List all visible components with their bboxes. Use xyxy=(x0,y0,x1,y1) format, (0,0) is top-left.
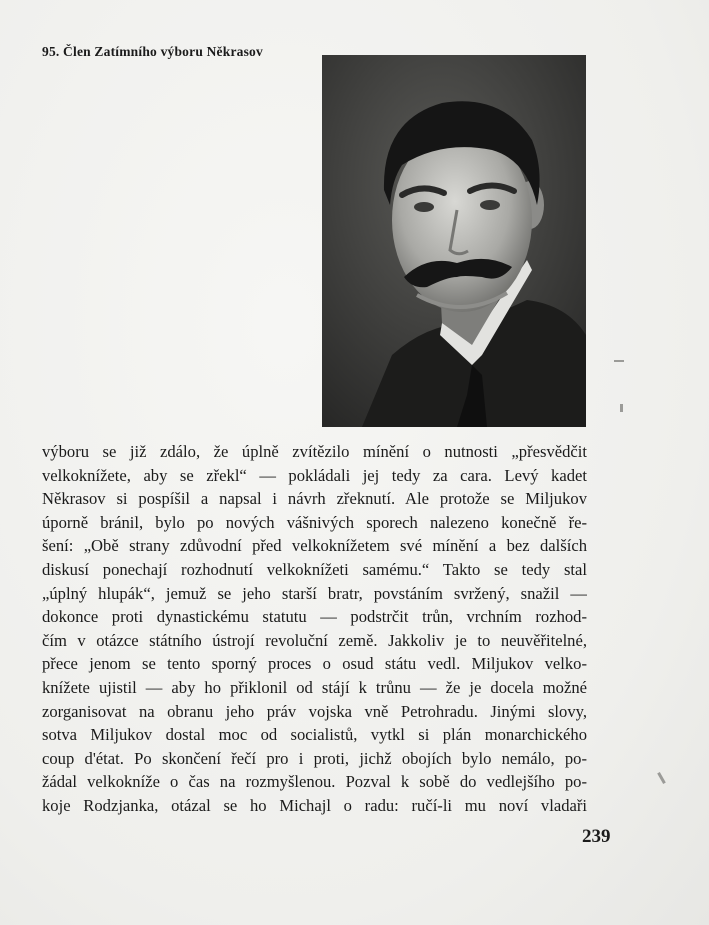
text-line: Někrasov si pospíšil a napsal i návrh zřeknutí. Ale protože se Miljukov xyxy=(42,489,587,509)
portrait-photo xyxy=(322,55,586,427)
text-line: diskusí ponechají rozhodnutí velkoknížeti samému.“ Takto se tedy stal xyxy=(42,559,587,579)
text-line: „úplný hlupák“, jemuž se jeho starší bratr, povstáním svržený, snažil — xyxy=(42,583,587,603)
figure-caption: 95. Člen Zatímního výboru Někrasov xyxy=(42,44,263,59)
page-number: 239 xyxy=(582,826,611,847)
text-line: přece jenom se tento sporný proces o osud státu vedl. Miljukov velko- xyxy=(42,654,587,674)
text-line: šení: „Obě strany zdůvodní před velkoknížetem své mínění a bez dalších xyxy=(42,536,587,556)
text-line: knížete ujistil — aby ho přiklonil od stájí k trůnu — že je docela možné xyxy=(42,677,587,697)
body-text xyxy=(42,440,587,818)
text-line: zorganisovat na obranu jeho práv vojska vně Petrohradu. Jinými slovy, xyxy=(42,701,587,721)
text-line: žádal velkokníže o čas na rozmyšlenou. Pozval k sobě do vedlejšího po- xyxy=(42,772,587,792)
text-line: koje Rodzjanka, otázal se ho Michajl o radu: ručí-li mu noví vladaři xyxy=(42,795,587,815)
text-line: výboru se již zdálo, že úplně zvítězilo mínění o nutnosti „přesvědčit xyxy=(42,442,587,461)
text-line: coup d'état. Po skončení řečí pro i proti, jichž obojích bylo nemálo, po- xyxy=(42,748,587,768)
scan-speck xyxy=(614,360,624,362)
text-line: úporně bránil, bylo po nových vášnivých sporech nalezeno konečně ře- xyxy=(42,512,587,532)
scan-speck xyxy=(620,404,623,412)
text-line: čím v otázce státního ústrojí revoluční země. Jakkoliv je to neuvěřitelné, xyxy=(42,630,587,650)
text-line: dokonce proti dynastickému statutu — podstrčit trůn, vrchním rozhod- xyxy=(42,607,587,627)
text-line: velkoknížete, aby se zřekl“ — pokládali jej tedy za cara. Levý kadet xyxy=(42,465,587,485)
text-line: sotva Miljukov dostal moc od socialistů, vytkl si plán monarchického xyxy=(42,725,587,745)
